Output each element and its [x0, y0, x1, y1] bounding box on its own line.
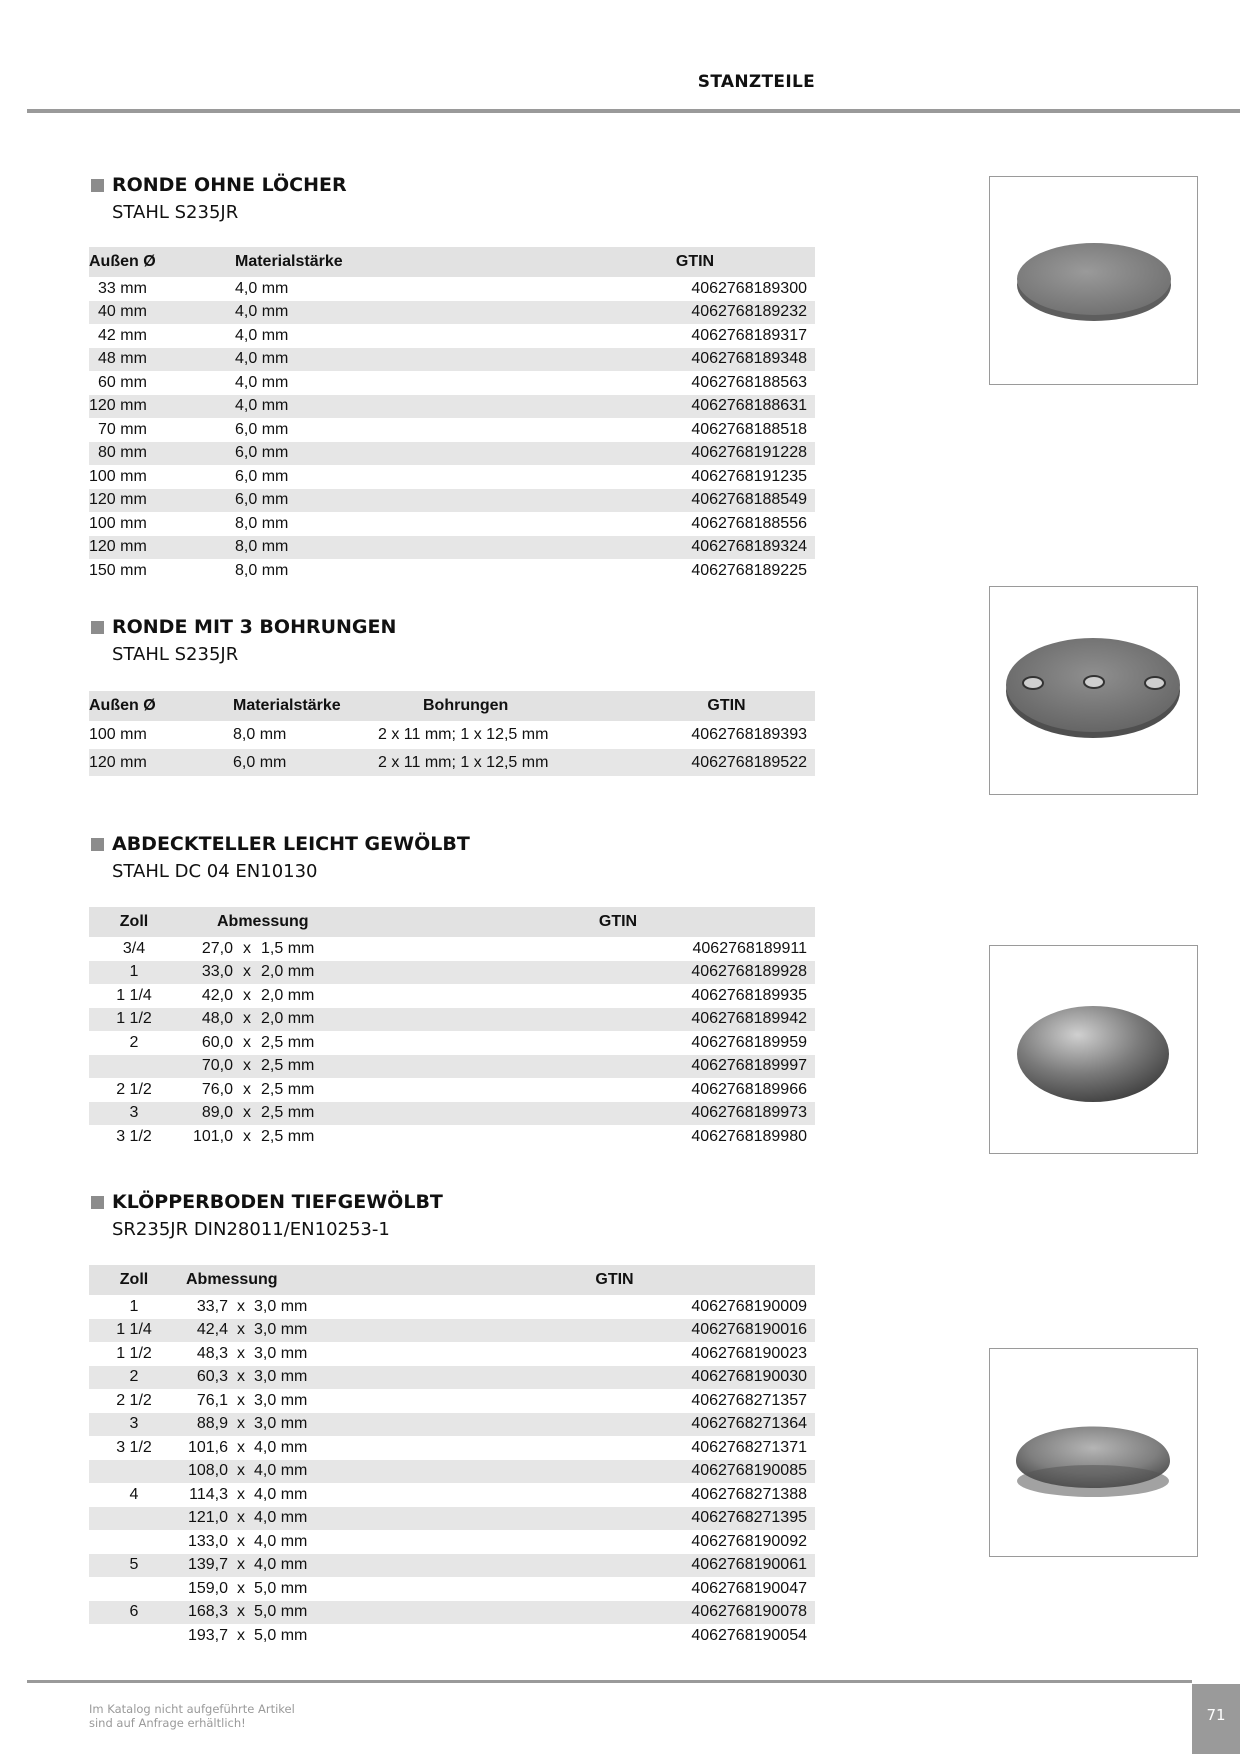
table-row	[89, 1055, 815, 1079]
cell-times: x	[243, 1127, 251, 1145]
cell-zoll	[89, 1055, 179, 1079]
cell-gtin: 4062768188549	[535, 489, 815, 513]
cell: 100 mm	[89, 726, 147, 743]
cell-gtin: 4062768188556	[691, 514, 807, 532]
cell-zoll: 3 1/2	[116, 1127, 152, 1145]
cell: 6,0 mm	[235, 467, 289, 485]
table-row	[89, 395, 815, 419]
table-row	[89, 536, 815, 560]
cell-diameter: 168,3	[179, 1601, 228, 1625]
cell-zoll	[89, 1507, 179, 1531]
cell-gtin: 4062768189959	[691, 1033, 807, 1051]
cell: 4,0 mm	[235, 395, 535, 419]
table-row	[89, 348, 815, 372]
cell-gtin: 4062768189942	[381, 1008, 815, 1032]
cell-gtin: 4062768190030	[374, 1366, 815, 1390]
disc-with-holes-illustration	[990, 587, 1197, 794]
section-title: ABDECKTELLER LEICHT GEWÖLBT	[112, 833, 470, 855]
cell-zoll: 1 1/2	[89, 1008, 179, 1032]
cell-times: x	[237, 1532, 245, 1550]
cell-zoll	[89, 1577, 179, 1601]
table-row	[89, 1319, 815, 1343]
cell-diameter: 133,0	[187, 1532, 228, 1550]
cell-thickness: 3,0 mm	[254, 1391, 308, 1409]
cell: 8,0 mm	[233, 726, 287, 743]
column-header: Materialstärke	[235, 247, 535, 277]
cell: 120 mm	[89, 536, 235, 560]
cell-times: x	[237, 1438, 245, 1456]
section-subtitle: STAHL S235JR	[112, 644, 239, 665]
table-row	[89, 1413, 815, 1437]
cell-gtin: 4062768271371	[691, 1438, 807, 1456]
cell-gtin: 4062768189980	[691, 1127, 807, 1145]
column-header: Zoll	[89, 907, 179, 937]
cell-times: x	[228, 1413, 254, 1437]
page-number: 71	[1192, 1684, 1240, 1754]
cell-times: x	[233, 1102, 261, 1126]
section-title: RONDE OHNE LÖCHER	[112, 174, 347, 196]
footer-note	[89, 1702, 295, 1730]
cell-zoll: 1 1/4	[89, 1319, 179, 1343]
cell-diameter: 88,9	[179, 1413, 228, 1437]
table-row	[89, 1460, 815, 1484]
cell-thickness: 4,0 mm	[254, 1438, 308, 1456]
table-row	[89, 1389, 815, 1413]
cell-diameter: 101,0	[192, 1127, 233, 1145]
cell-gtin: 4062768189911	[692, 939, 807, 957]
cell: 4,0 mm	[235, 373, 289, 391]
cell-gtin: 4062768190009	[691, 1297, 807, 1315]
cell: 6,0 mm	[235, 489, 535, 513]
table-row	[89, 277, 815, 301]
cell-gtin: 4062768188563	[691, 373, 807, 391]
column-header: GTIN	[381, 907, 815, 937]
cell-gtin: 4062768189966	[691, 1080, 807, 1098]
cell: 40 mm	[89, 301, 235, 325]
cell: 80 mm	[89, 442, 235, 466]
cell-zoll: 4	[129, 1485, 139, 1503]
column-header: Abmessung	[179, 907, 381, 937]
table-row	[89, 984, 815, 1008]
cell-gtin: 4062768189997	[381, 1055, 815, 1079]
table-row	[89, 937, 815, 961]
cell-zoll: 3	[89, 1102, 179, 1126]
cell-thickness: 4,0 mm	[254, 1554, 374, 1578]
cell-diameter: 89,0	[179, 1102, 233, 1126]
column-header: Außen Ø	[89, 247, 235, 277]
section-ronde-mit-3-bohrungen	[89, 616, 815, 776]
cell-gtin: 4062768271388	[691, 1485, 807, 1503]
table-header-row	[89, 247, 815, 277]
cell-gtin: 4062768188518	[691, 420, 807, 438]
cell-gtin: 4062768190085	[374, 1460, 815, 1484]
cell-gtin: 4062768191235	[691, 467, 807, 485]
cell-zoll: 3	[89, 1413, 179, 1437]
cell-thickness: 4,0 mm	[254, 1485, 308, 1503]
page-header-title: STANZTEILE	[697, 72, 815, 92]
table-row	[89, 442, 815, 466]
cell-diameter: 76,1	[196, 1391, 228, 1409]
section-title: RONDE MIT 3 BOHRUNGEN	[112, 616, 397, 638]
cell: 120 mm	[89, 489, 235, 513]
cell-times: x	[228, 1319, 254, 1343]
section-heading	[89, 174, 815, 223]
cell: 33 mm	[98, 279, 147, 297]
cell-gtin: 4062768189300	[691, 279, 807, 297]
column-header: GTIN	[535, 247, 815, 277]
cell-times: x	[237, 1344, 245, 1362]
cell-thickness: 2,5 mm	[261, 1102, 381, 1126]
cell: 6,0 mm	[233, 749, 378, 776]
cell-times: x	[237, 1391, 245, 1409]
cell-zoll: 3/4	[122, 939, 146, 957]
cell-diameter: 60,0	[201, 1033, 233, 1051]
cell: 70 mm	[98, 420, 147, 438]
cell-times: x	[237, 1297, 245, 1315]
section-ronde-ohne-loecher	[89, 174, 815, 583]
cell-diameter: 42,0	[201, 986, 233, 1004]
cell-diameter: 76,0	[201, 1080, 233, 1098]
cell-gtin: 4062768188631	[535, 395, 815, 419]
section-marker-icon	[91, 1196, 104, 1209]
cell: 48 mm	[89, 348, 235, 372]
section-title: KLÖPPERBODEN TIEFGEWÖLBT	[112, 1191, 443, 1213]
column-header: GTIN	[374, 1265, 815, 1295]
cell-gtin: 4062768190054	[691, 1626, 807, 1644]
cell-gtin: 4062768189935	[691, 986, 807, 1004]
table-row	[89, 324, 815, 348]
table-header-row	[89, 691, 815, 721]
cell-gtin: 4062768189225	[691, 561, 807, 579]
cell-thickness: 3,0 mm	[254, 1366, 374, 1390]
cell: 4,0 mm	[235, 326, 289, 344]
cell: 100 mm	[89, 467, 147, 485]
cell: 4,0 mm	[235, 348, 535, 372]
cell: 120 mm	[89, 749, 233, 776]
cell: 120 mm	[89, 395, 235, 419]
cell-times: x	[237, 1626, 245, 1644]
table-row	[89, 1507, 815, 1531]
cell-gtin: 4062768189317	[691, 326, 807, 344]
column-header: Außen Ø	[89, 691, 233, 721]
table-row	[89, 1530, 815, 1554]
product-table	[89, 247, 815, 583]
table-row	[89, 301, 815, 325]
column-header: Materialstärke	[233, 691, 378, 721]
cell-times: x	[233, 1008, 261, 1032]
cover-plate-illustration	[990, 946, 1197, 1153]
section-marker-icon	[91, 621, 104, 634]
cell-times: x	[228, 1554, 254, 1578]
table-row	[89, 1125, 815, 1149]
cell-times: x	[228, 1366, 254, 1390]
cell-zoll: 2 1/2	[116, 1080, 152, 1098]
cell-zoll: 6	[89, 1601, 179, 1625]
cell-thickness: 2,5 mm	[261, 1080, 315, 1098]
table-row	[89, 1624, 815, 1648]
cell-gtin: 4062768189324	[535, 536, 815, 560]
table-row	[89, 1483, 815, 1507]
table-row	[89, 1554, 815, 1578]
cell-times: x	[243, 1033, 251, 1051]
cell: 4,0 mm	[235, 279, 289, 297]
cell-times: x	[243, 939, 251, 957]
cell-thickness: 5,0 mm	[254, 1601, 374, 1625]
cell-times: x	[243, 1080, 251, 1098]
cell-gtin: 4062768189973	[381, 1102, 815, 1126]
cell-diameter: 42,4	[179, 1319, 228, 1343]
cell-times: x	[228, 1507, 254, 1531]
header-divider	[27, 109, 1240, 113]
table-row	[89, 1031, 815, 1055]
cell: 60 mm	[98, 373, 147, 391]
cell-thickness: 4,0 mm	[254, 1532, 308, 1550]
section-marker-icon	[91, 838, 104, 851]
cell-zoll: 1	[129, 1297, 139, 1315]
cell-gtin: 4062768189348	[535, 348, 815, 372]
table-row	[89, 1102, 815, 1126]
cell-gtin: 4062768271357	[691, 1391, 807, 1409]
cell-times: x	[243, 986, 251, 1004]
cell-diameter: 33,7	[196, 1297, 228, 1315]
table-row	[89, 1577, 815, 1601]
cell-thickness: 2,5 mm	[261, 1055, 381, 1079]
cell-diameter: 101,6	[187, 1438, 228, 1456]
table-row	[89, 721, 815, 749]
cell-times: x	[228, 1460, 254, 1484]
cell-gtin: 4062768189522	[628, 749, 815, 776]
cell: 100 mm	[89, 514, 147, 532]
cell-gtin: 4062768271395	[374, 1507, 815, 1531]
table-row	[89, 512, 815, 536]
table-row	[89, 1008, 815, 1032]
table-row	[89, 371, 815, 395]
cell-gtin: 4062768190061	[374, 1554, 815, 1578]
cell-thickness: 3,0 mm	[254, 1413, 374, 1437]
product-table	[89, 907, 815, 1149]
cell-thickness: 5,0 mm	[254, 1626, 308, 1644]
cell-gtin: 4062768190092	[691, 1532, 807, 1550]
cell-zoll: 2	[129, 1033, 139, 1051]
table-row	[89, 749, 815, 776]
cell-thickness: 3,0 mm	[254, 1297, 308, 1315]
cell-gtin: 4062768271364	[374, 1413, 815, 1437]
section-subtitle: STAHL S235JR	[112, 202, 239, 223]
section-kloepperboden	[89, 1191, 815, 1648]
cell-diameter: 33,0	[179, 961, 233, 985]
cell-gtin: 4062768190047	[691, 1579, 807, 1597]
footer-note-line: sind auf Anfrage erhältlich!	[89, 1716, 246, 1730]
cell-gtin: 4062768189232	[535, 301, 815, 325]
table-row	[89, 1436, 815, 1460]
product-image-disc-with-holes	[989, 586, 1198, 795]
cell-zoll: 1 1/2	[116, 1344, 152, 1362]
column-header: Bohrungen	[378, 691, 628, 721]
cell-thickness: 4,0 mm	[254, 1507, 374, 1531]
cell-diameter: 108,0	[179, 1460, 228, 1484]
cell: 8,0 mm	[235, 561, 289, 579]
cell-zoll: 1 1/4	[116, 986, 152, 1004]
cell: 4,0 mm	[235, 301, 535, 325]
table-row	[89, 1601, 815, 1625]
cell-thickness: 3,0 mm	[254, 1319, 374, 1343]
cell-diameter: 114,3	[189, 1485, 228, 1503]
column-header: GTIN	[628, 691, 815, 721]
cell-gtin: 4062768189928	[381, 961, 815, 985]
cell-zoll: 2	[89, 1366, 179, 1390]
cell-gtin: 4062768191228	[535, 442, 815, 466]
product-image-cover-plate	[989, 945, 1198, 1154]
section-heading	[89, 833, 815, 882]
cell-thickness: 3,0 mm	[254, 1344, 308, 1362]
cell-thickness: 2,0 mm	[261, 1008, 381, 1032]
section-subtitle: STAHL DC 04 EN10130	[112, 861, 318, 882]
cell-thickness: 1,5 mm	[261, 939, 315, 957]
cell: 42 mm	[98, 326, 147, 344]
cell-diameter: 139,7	[179, 1554, 228, 1578]
cell-times: x	[228, 1601, 254, 1625]
cell-times: x	[237, 1579, 245, 1597]
cell-zoll: 1	[89, 961, 179, 985]
cell-thickness: 2,5 mm	[261, 1033, 315, 1051]
cell: 8,0 mm	[235, 536, 535, 560]
cell: 2 x 11 mm; 1 x 12,5 mm	[378, 749, 628, 776]
cell: 150 mm	[89, 561, 147, 579]
table-row	[89, 1078, 815, 1102]
table-row	[89, 961, 815, 985]
table-row	[89, 489, 815, 513]
cell-gtin: 4062768190023	[691, 1344, 807, 1362]
column-header: Zoll	[89, 1265, 179, 1295]
cell-gtin: 4062768190078	[374, 1601, 815, 1625]
cell: 2 x 11 mm; 1 x 12,5 mm	[378, 726, 549, 743]
cell-zoll: 2 1/2	[116, 1391, 152, 1409]
section-abdeckteller	[89, 833, 815, 1149]
table-row	[89, 1295, 815, 1319]
cell-diameter: 48,0	[179, 1008, 233, 1032]
section-subtitle: SR235JR DIN28011/EN10253-1	[112, 1219, 390, 1240]
flat-disc-illustration	[990, 177, 1197, 384]
table-row	[89, 559, 815, 583]
footer-divider	[27, 1680, 1192, 1683]
cell-zoll	[89, 1460, 179, 1484]
section-marker-icon	[91, 179, 104, 192]
cell-diameter: 70,0	[179, 1055, 233, 1079]
cell-diameter: 193,7	[187, 1626, 228, 1644]
cell-thickness: 5,0 mm	[254, 1579, 308, 1597]
footer-note-line: Im Katalog nicht aufgeführte Artikel	[89, 1702, 295, 1716]
table-row	[89, 1342, 815, 1366]
table-header-row	[89, 907, 815, 937]
cell-zoll	[89, 1530, 179, 1554]
cell-thickness: 4,0 mm	[254, 1460, 374, 1484]
column-header: Abmessung	[179, 1265, 374, 1295]
cell-zoll: 3 1/2	[116, 1438, 152, 1456]
cell-zoll	[89, 1624, 179, 1648]
table-row	[89, 418, 815, 442]
cell-diameter: 159,0	[187, 1579, 228, 1597]
cell-diameter: 27,0	[201, 939, 233, 957]
cell-times: x	[233, 1055, 261, 1079]
cell-zoll: 5	[89, 1554, 179, 1578]
cell-diameter: 121,0	[179, 1507, 228, 1531]
cell-times: x	[233, 961, 261, 985]
product-image-flat-disc	[989, 176, 1198, 385]
cell-thickness: 2,0 mm	[261, 961, 381, 985]
cell-gtin: 4062768190016	[374, 1319, 815, 1343]
product-table	[89, 1265, 815, 1648]
cell-times: x	[237, 1485, 245, 1503]
section-heading	[89, 616, 815, 665]
cell-thickness: 2,0 mm	[261, 986, 315, 1004]
table-row	[89, 1366, 815, 1390]
cell-diameter: 60,3	[179, 1366, 228, 1390]
cell-thickness: 2,5 mm	[261, 1127, 315, 1145]
cell-gtin: 4062768189393	[691, 726, 807, 743]
product-image-dished-head	[989, 1348, 1198, 1557]
cell-diameter: 48,3	[196, 1344, 228, 1362]
section-heading	[89, 1191, 815, 1240]
product-table	[89, 691, 815, 776]
table-header-row	[89, 1265, 815, 1295]
cell: 6,0 mm	[235, 420, 289, 438]
table-row	[89, 465, 815, 489]
cell: 8,0 mm	[235, 514, 289, 532]
cell: 6,0 mm	[235, 442, 535, 466]
dished-head-illustration	[990, 1349, 1197, 1556]
